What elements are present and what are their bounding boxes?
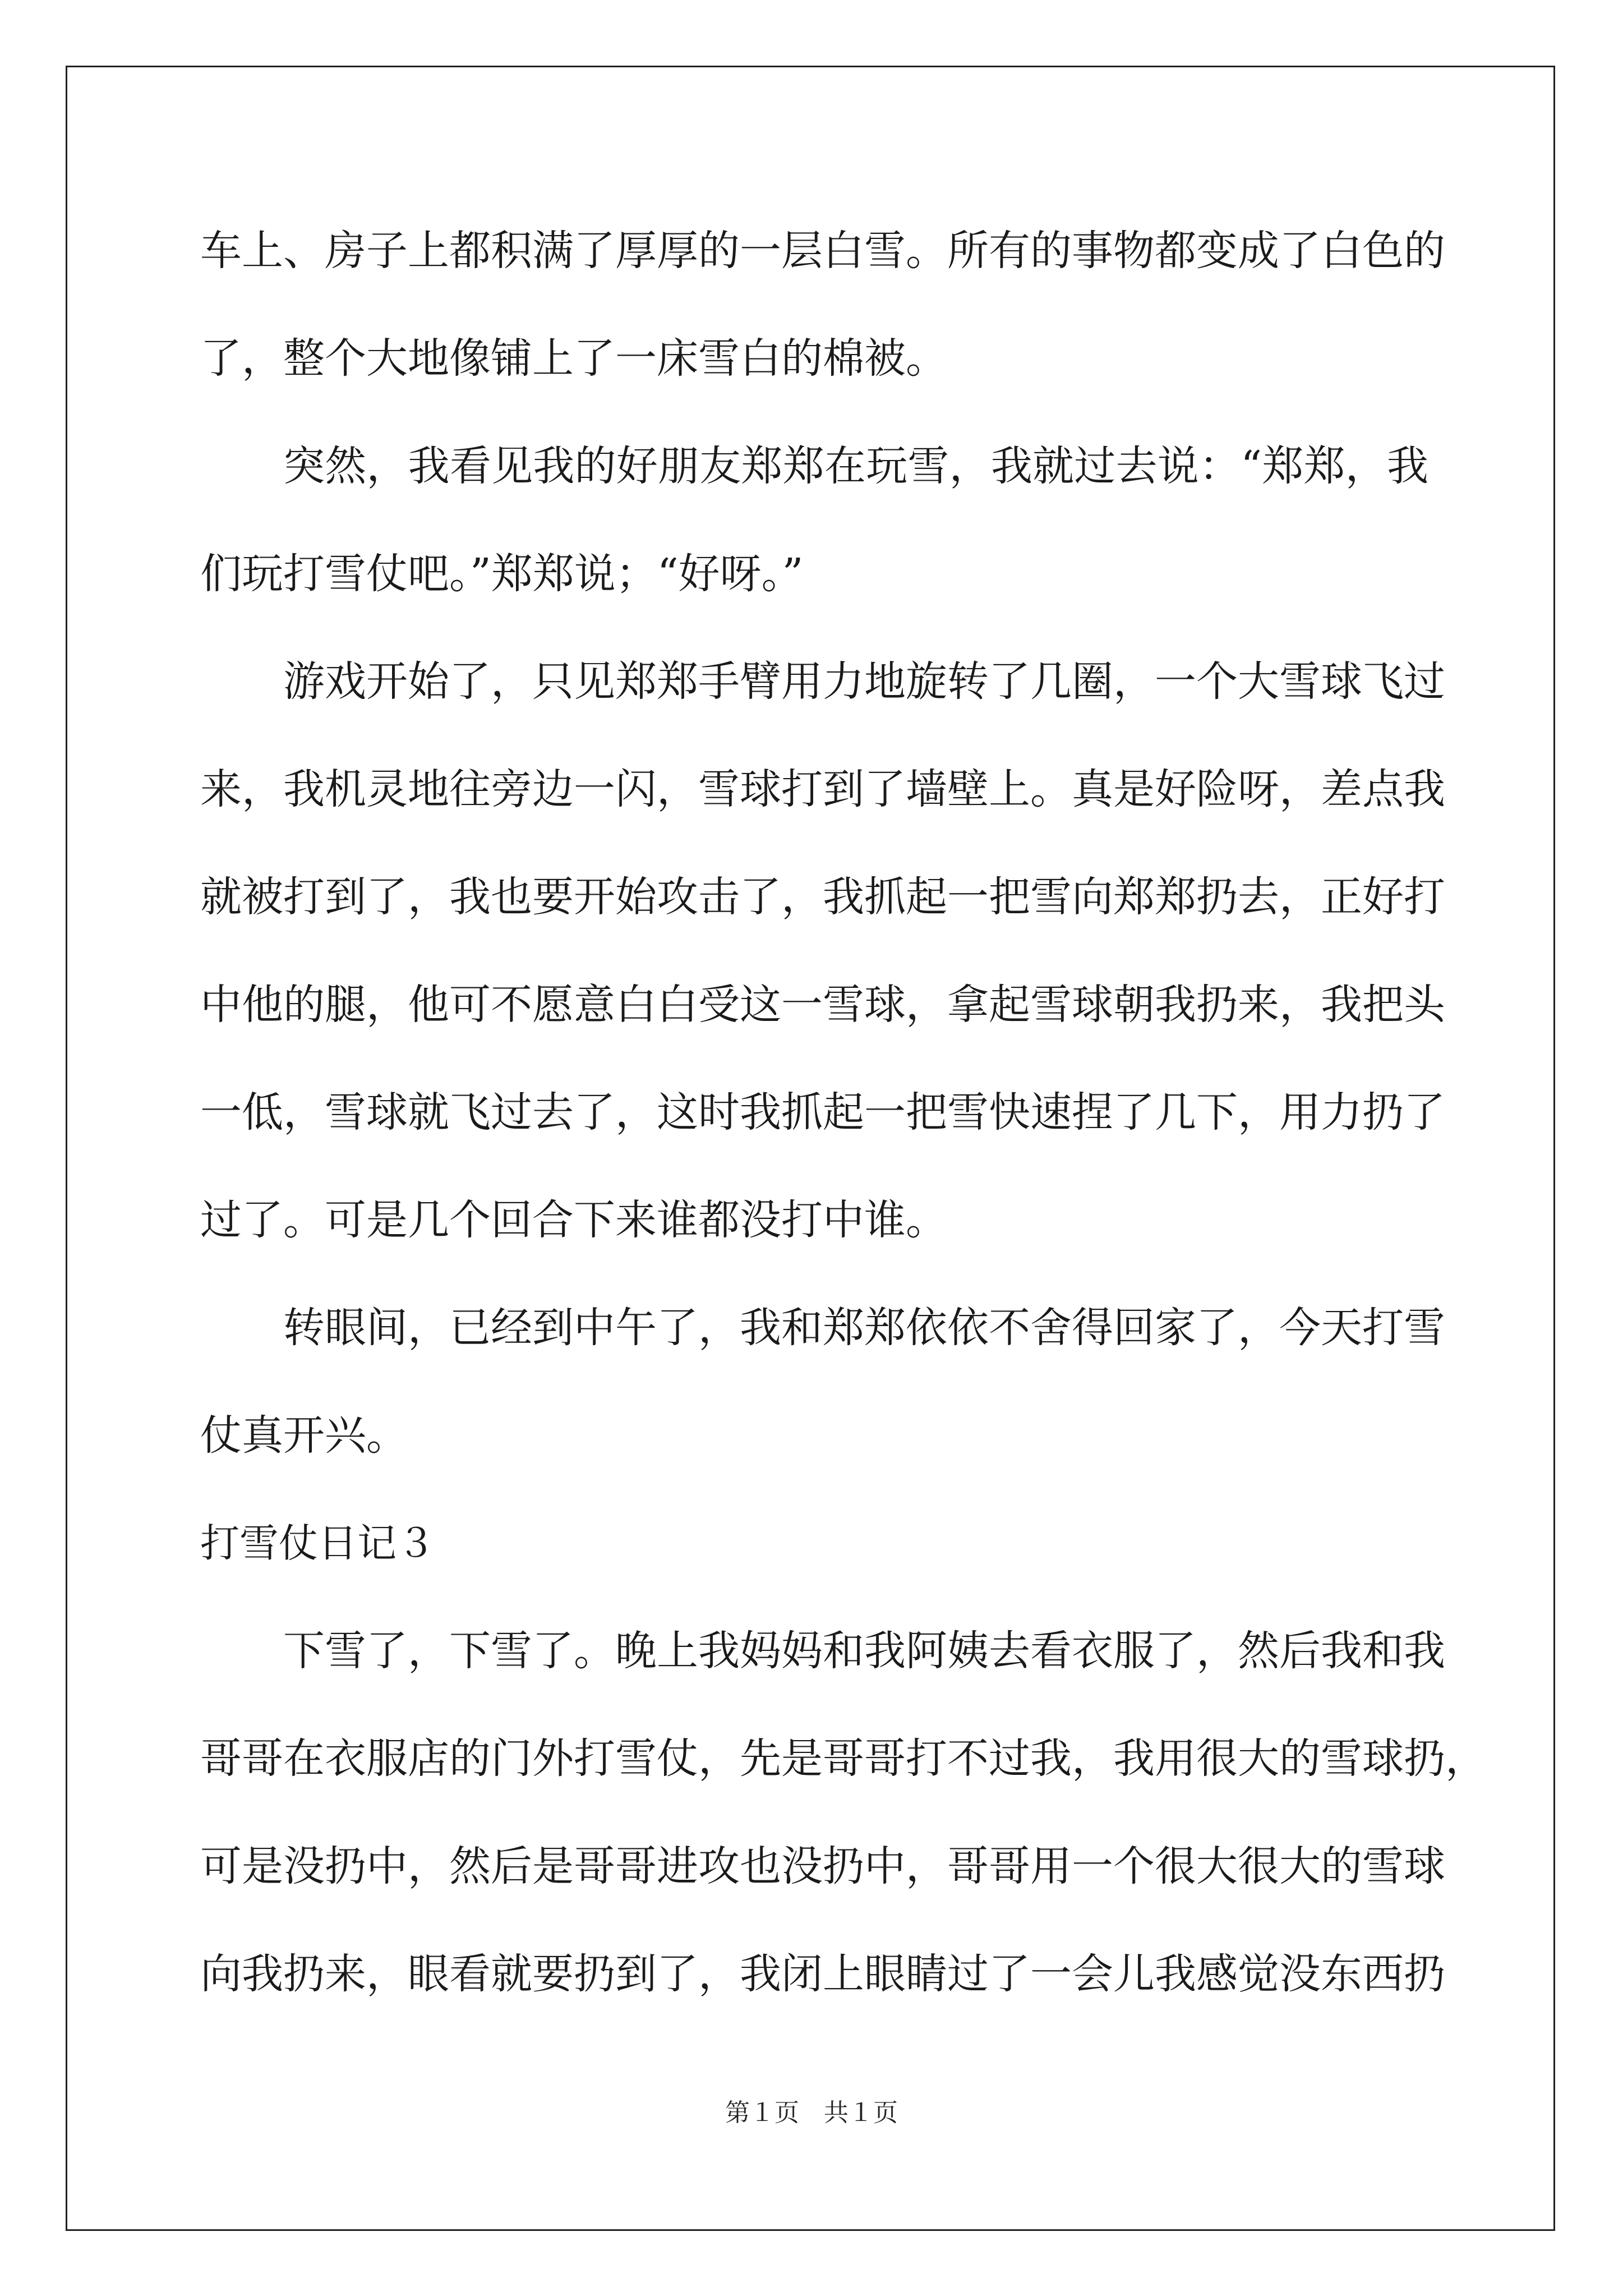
document-body (200, 209, 1487, 2040)
page-number: 第１页 (725, 2099, 799, 2127)
text-line-16: 可是没扔中，然后是哥哥进攻也没扔中，哥哥用一个很大很大的雪球 (200, 1842, 1445, 1890)
text-line-5: 游戏开始了，只见郑郑手臂用力地旋转了几圈，一个大雪球飞过 (283, 657, 1445, 706)
page-footer (0, 2096, 1623, 2130)
text-line-8: 中他的腿，他可不愿意白白受这一雪球，拿起雪球朝我扔来，我把头 (200, 981, 1445, 1029)
text-line-11: 转眼间，已经到中午了，我和郑郑依依不舍得回家了，今天打雪 (283, 1304, 1445, 1352)
text-line-10: 过了。可是几个回合下来谁都没打中谁。 (200, 1196, 947, 1244)
section-heading: 打雪仗日记３ (200, 1520, 436, 1566)
text-line-14: 下雪了，下雪了。晚上我妈妈和我阿姨去看衣服了，然后我和我 (283, 1627, 1445, 1675)
text-line-4: 们玩打雪仗吧。”郑郑说；“好呀。” (200, 550, 804, 598)
text-line-12: 仗真开兴。 (200, 1411, 408, 1460)
text-line-1: 车上、房子上都积满了厚厚的一层白雪。所有的事物都变成了白色的 (200, 227, 1445, 275)
text-line-9: 一低，雪球就飞过去了，这时我抓起一把雪快速捏了几下，用力扔了 (200, 1088, 1445, 1137)
text-line-15: 哥哥在衣服店的门外打雪仗，先是哥哥打不过我，我用很大的雪球扔， (200, 1734, 1487, 1783)
text-line-6: 来，我机灵地往旁边一闪，雪球打到了墙壁上。真是好险呀，差点我 (200, 765, 1445, 813)
text-line-2: 了，整个大地像铺上了一床雪白的棉被。 (200, 334, 947, 383)
text-line-7: 就被打到了，我也要开始攻击了，我抓起一把雪向郑郑扔去，正好打 (200, 873, 1445, 921)
text-line-17: 向我扔来，眼看就要扔到了，我闭上眼睛过了一会儿我感觉没东西扔 (200, 1950, 1445, 1998)
text-line-3: 突然，我看见我的好朋友郑郑在玩雪，我就过去说：“郑郑，我 (283, 442, 1428, 490)
page-total: 共１页 (824, 2099, 898, 2127)
